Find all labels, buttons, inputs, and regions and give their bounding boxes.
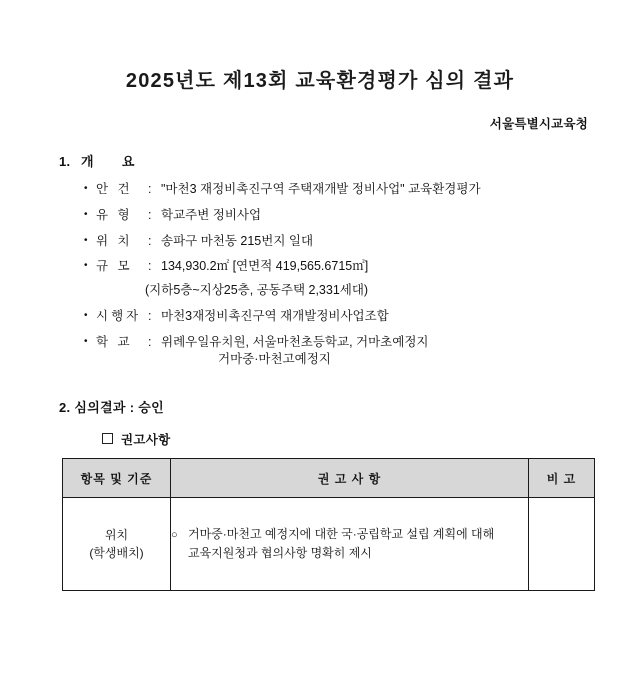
item-colon: :: [148, 233, 152, 248]
item-label: 유 형: [96, 207, 133, 222]
item-label: 위 치: [96, 233, 133, 248]
list-item: [40, 207, 600, 224]
checkbox-icon: [102, 433, 113, 444]
column-header-recommendation: 권 고 사 항: [171, 459, 529, 498]
item-colon: :: [148, 334, 152, 349]
bullet-icon: •: [84, 335, 88, 347]
item-value: 학교주변 정비사업: [161, 207, 262, 222]
page-title: 2025년도 제13회 교육환경평가 심의 결과: [125, 70, 515, 92]
recommendation-table: [62, 458, 595, 591]
item-label: 규 모: [96, 259, 133, 274]
item-colon: :: [148, 207, 152, 222]
bullet-icon: •: [84, 309, 88, 321]
item-label: 시행자: [96, 308, 142, 323]
cell-recommendation: [171, 498, 529, 591]
section-1-title-part2: 요: [121, 154, 135, 169]
item-sub-value: (지하5층~지상25층, 공동주택 2,331세대): [145, 283, 369, 297]
item-value: 134,930.2㎡ [연면적 419,565.6715㎡]: [161, 259, 369, 274]
table-header-row: [63, 459, 595, 498]
bullet-icon: •: [84, 234, 88, 246]
list-item: [40, 334, 600, 369]
circle-bullet-icon: ○: [171, 529, 178, 542]
section-1-heading: [59, 151, 600, 170]
section-1-item-list: [40, 181, 600, 368]
cell-item: [63, 498, 171, 591]
list-item: [40, 181, 600, 198]
column-header-item: 항목 및 기준: [63, 459, 171, 498]
table-row: [63, 498, 595, 591]
recommendation-checkbox-line: [102, 430, 600, 448]
bullet-icon: •: [84, 183, 88, 194]
cell-note: [529, 498, 595, 591]
cell-item-line2: (학생배치): [89, 546, 144, 560]
bullet-icon: •: [84, 260, 88, 272]
bullet-icon: •: [84, 208, 88, 220]
item-value: 위례우일유치원, 서울마천초등학교, 거마초예정지: [161, 334, 429, 349]
item-label: 안 건: [96, 182, 133, 196]
list-item: [40, 233, 600, 250]
item-colon: :: [148, 308, 152, 323]
recommendation-label: 권고사항: [121, 433, 171, 447]
section-2-heading: 2. 심의결과 : 승인: [59, 400, 164, 415]
list-item: [40, 308, 600, 325]
list-item: [40, 258, 600, 275]
item-value: 송파구 마천동 215번지 일대: [161, 233, 314, 248]
issuer-label: 서울특별시교육청: [489, 117, 588, 131]
section-1-title-part1: 개: [81, 154, 94, 169]
item-label: 학 교: [96, 334, 133, 349]
document-page: [0, 64, 640, 693]
cell-item-line1: 위치: [104, 528, 129, 542]
cell-recommendation-text: 거마중·마천고 예정지에 대한 국·공립학교 설립 계획에 대해 교육지원청과 협의사항 명확히 제시: [188, 527, 495, 560]
item-colon: :: [148, 182, 152, 196]
section-1-number: 1.: [59, 154, 71, 169]
item-colon: :: [148, 259, 152, 274]
column-header-note: 비 고: [529, 459, 595, 498]
item-value: "마천3 재정비촉진구역 주택재개발 정비사업" 교육환경평가: [161, 182, 481, 196]
item-value-continued: 거마중·마천고예정지: [218, 352, 331, 367]
item-value: 마천3재정비촉진구역 재개발정비사업조합: [161, 308, 389, 323]
